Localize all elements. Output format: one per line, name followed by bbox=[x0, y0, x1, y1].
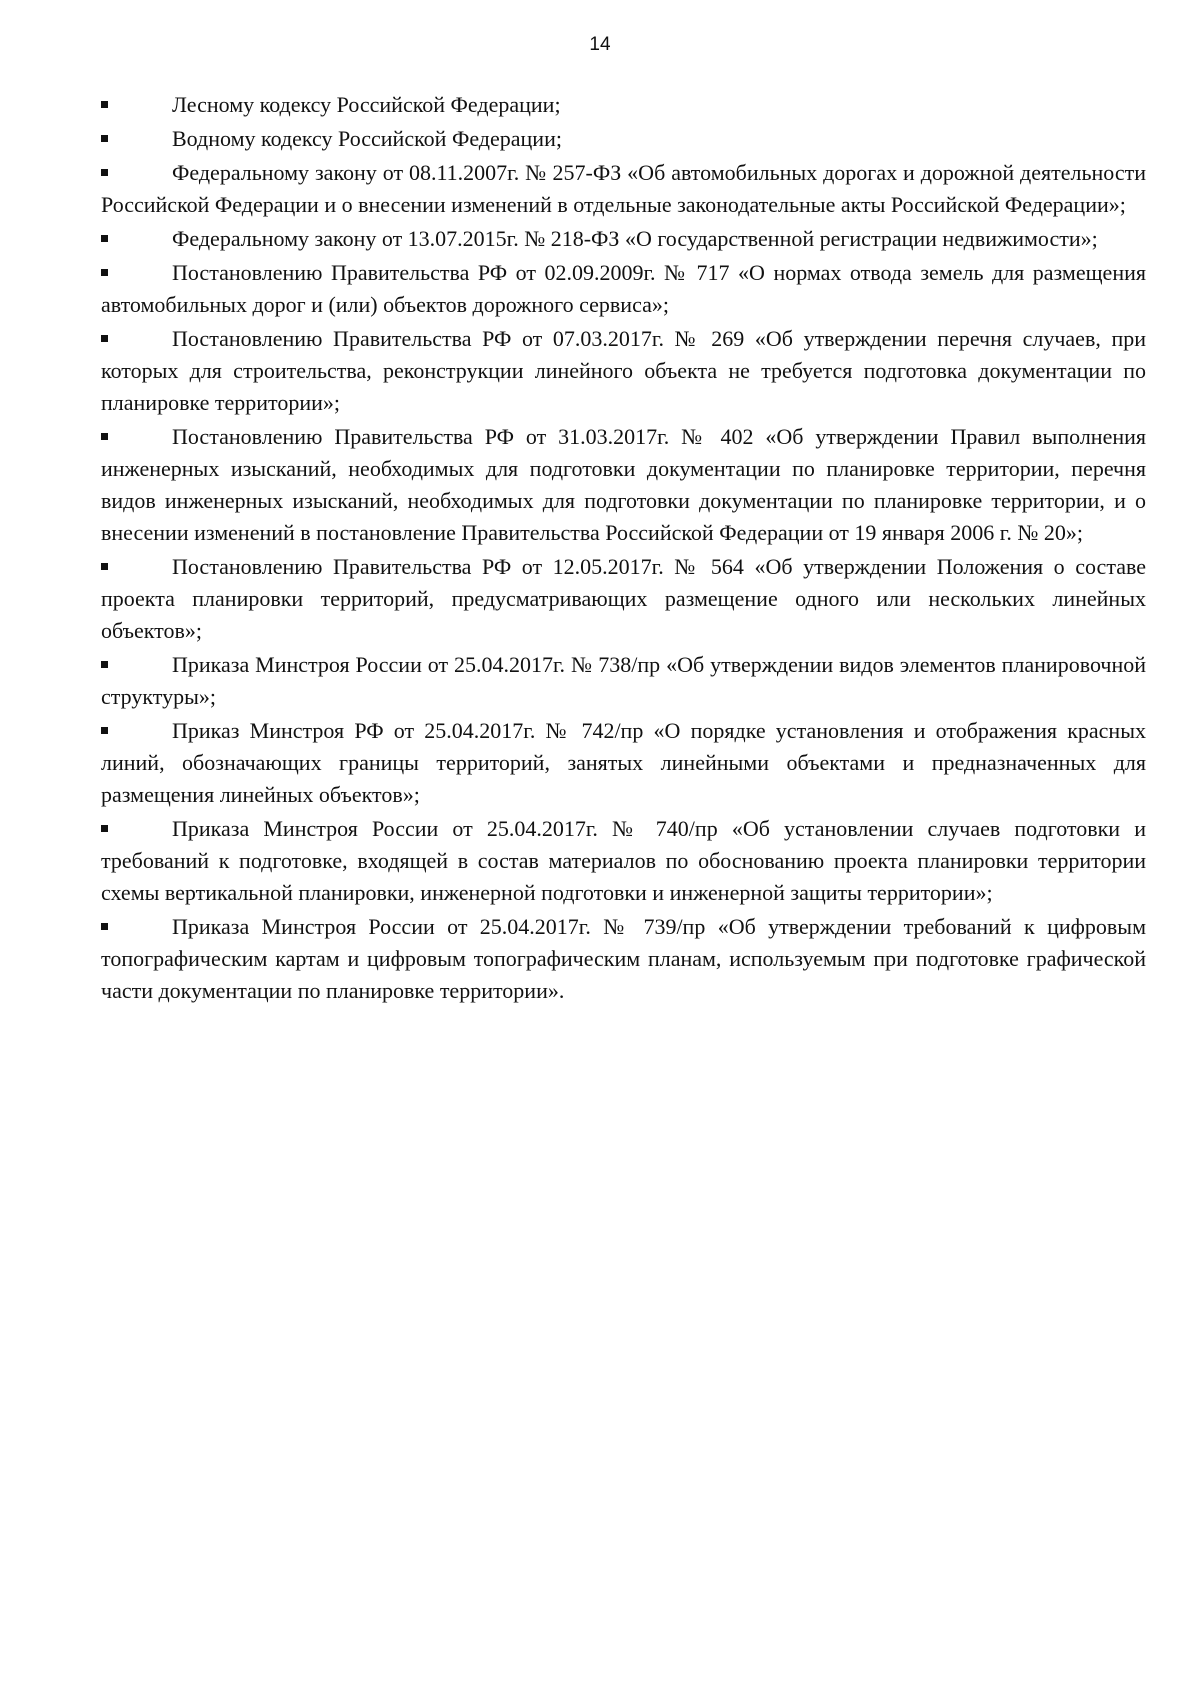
list-item-text: Федеральному закону от 08.11.2007г. № 257-ФЗ «Об автомобильных дорогах и дорожной деятельности Российской Федерации и о внесении изменений в отдельные законодательные акты Российской Федерации»; bbox=[101, 160, 1146, 217]
square-bullet-icon bbox=[101, 135, 108, 142]
list-item bbox=[101, 257, 1146, 321]
square-bullet-icon bbox=[101, 563, 108, 570]
list-item bbox=[101, 421, 1146, 549]
square-bullet-icon bbox=[101, 269, 108, 276]
square-bullet-icon bbox=[101, 923, 108, 930]
page-number: 14 bbox=[589, 34, 611, 55]
list-item-text: Постановлению Правительства РФ от 12.05.2017г. № 564 «Об утверждении Положения о составе проекта планировки территорий, предусматривающих размещение одного или нескольких линейных объектов»; bbox=[101, 554, 1146, 643]
list-item bbox=[101, 157, 1146, 221]
list-item bbox=[101, 123, 1146, 155]
list-item bbox=[101, 551, 1146, 647]
list-item-text: Приказа Минстроя России от 25.04.2017г. № 738/пр «Об утверждении видов элементов планировочной структуры»; bbox=[101, 652, 1146, 709]
list-item-text: Приказа Минстроя России от 25.04.2017г. № 740/пр «Об установлении случаев подготовки и требований к подготовке, входящей в состав материалов по обоснованию проекта планировки территории схемы вертикальной планировки, инженерной подготовки и инженерной защиты территории»; bbox=[101, 816, 1146, 905]
list-item-text: Постановлению Правительства РФ от 07.03.2017г. № 269 «Об утверждении перечня случаев, при которых для строительства, реконструкции линейного объекта не требуется подготовка документации по планировке территории»; bbox=[101, 326, 1146, 415]
list-item-text: Федеральному закону от 13.07.2015г. № 218-ФЗ «О государственной регистрации недвижимости»; bbox=[172, 226, 1098, 251]
list-item bbox=[101, 223, 1146, 255]
list-item-text: Постановлению Правительства РФ от 31.03.2017г. № 402 «Об утверждении Правил выполнения инженерных изысканий, необходимых для подготовки документации по планировке территории, перечня видов инженерных изысканий, необходимых для подготовки документации по планировке территории, и о внесении изменений в постановление Правительства Российской Федерации от 19 января 2006 г. № 20»; bbox=[101, 424, 1146, 545]
list-item-text: Приказ Минстроя РФ от 25.04.2017г. № 742/пр «О порядке установления и отображения красных линий, обозначающих границы территорий, занятых линейными объектами и предназначенных для размещения линейных объектов»; bbox=[101, 718, 1146, 807]
square-bullet-icon bbox=[101, 433, 108, 440]
list-item bbox=[101, 911, 1146, 1007]
list-item-text: Приказа Минстроя России от 25.04.2017г. № 739/пр «Об утверждении требований к цифровым топографическим картам и цифровым топографическим планам, используемым при подготовке графической части документации по планировке территории». bbox=[101, 914, 1146, 1003]
square-bullet-icon bbox=[101, 727, 108, 734]
list-item bbox=[101, 649, 1146, 713]
square-bullet-icon bbox=[101, 335, 108, 342]
list-item bbox=[101, 89, 1146, 121]
square-bullet-icon bbox=[101, 825, 108, 832]
square-bullet-icon bbox=[101, 235, 108, 242]
list-item bbox=[101, 813, 1146, 909]
list-item-text: Лесному кодексу Российской Федерации; bbox=[172, 92, 561, 117]
list-item bbox=[101, 715, 1146, 811]
list-item-text: Постановлению Правительства РФ от 02.09.2009г. № 717 «О нормах отвода земель для размещения автомобильных дорог и (или) объектов дорожного сервиса»; bbox=[101, 260, 1146, 317]
list-item-text: Водному кодексу Российской Федерации; bbox=[172, 126, 562, 151]
square-bullet-icon bbox=[101, 101, 108, 108]
list-item bbox=[101, 323, 1146, 419]
square-bullet-icon bbox=[101, 661, 108, 668]
regulations-list bbox=[101, 89, 1146, 1009]
square-bullet-icon bbox=[101, 169, 108, 176]
